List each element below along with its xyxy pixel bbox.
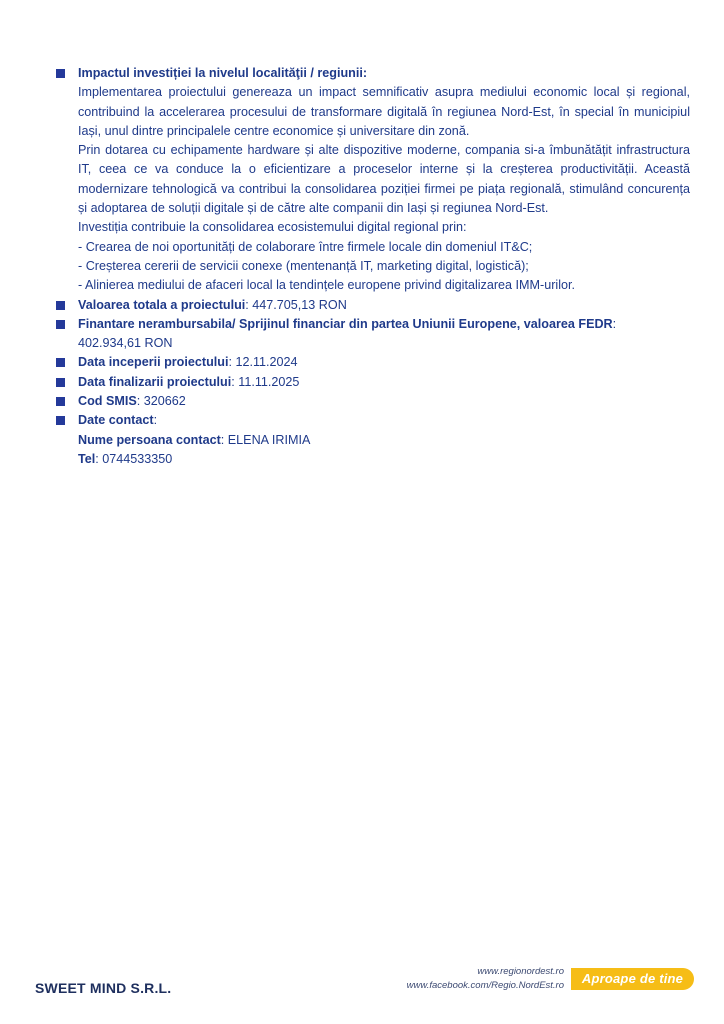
field-value: 11.11.2025 [238,374,300,389]
square-bullet-icon [56,320,65,329]
contact-name-label: Nume persoana contact [78,432,221,447]
slogan-badge: Aproape de tine [571,968,694,990]
paragraph: Implementarea proiectului genereaza un impact semnificativ asupra mediului economic local și regional, contribuind la accelerarea procesului de transformare digitală în regiunea Nord-Est, în special în municipiul Iași, unul dintre principalele centre economice și universitare din zonă. [78,85,690,138]
website-link[interactable]: www.regionordest.ro [477,966,564,977]
section-start-date: Data inceperii proiectului: 12.11.2024 [56,353,690,372]
document-body [56,64,690,469]
field-value: 320662 [143,394,186,409]
square-bullet-icon [56,397,65,406]
footer-links [407,965,564,993]
section-contact: Date contact: Nume persoana contact: ELENA IRIMIA Tel: 0744533350 [56,411,690,469]
square-bullet-icon [56,416,65,425]
field-label: Finantare nerambursabila/ Sprijinul financiar din partea Uniunii Europene, valoarea FEDR [78,316,613,331]
facebook-link[interactable]: www.facebook.com/Regio.NordEst.ro [406,980,564,991]
field-label: Date contact [78,413,154,428]
paragraph: Investiția contribuie la consolidarea ecosistemului digital regional prin: [78,220,467,235]
list-item: - Alinierea mediului de afaceri local la tendințele europene privind digitalizarea IMM-urilor. [78,278,576,293]
field-label: Data inceperii proiectului [78,355,229,370]
square-bullet-icon [56,358,65,367]
field-label: Valoarea totala a proiectului [78,297,246,312]
square-bullet-icon [56,69,65,78]
square-bullet-icon [56,378,65,387]
section-total-value: Valoarea totala a proiectului: 447.705,13 RON [56,296,690,315]
list-item: - Creșterea cererii de servicii conexe (mentenanță IT, marketing digital, logistică); [78,258,529,273]
company-name: SWEET MIND S.R.L. [35,980,172,996]
field-value: 447.705,13 RON [252,297,347,312]
contact-name: ELENA IRIMIA [227,432,311,447]
paragraph: Prin dotarea cu echipamente hardware și alte dispozitive moderne, compania si-a îmbunătățit infrastructura IT, ceea ce va conduce la o eficientizare a proceselor interne și la creșterea productivității. Această modernizare tehnologică va contribui la consolidarea poziției firmei pe piața regională, stimulând concurența și adoptarea de soluții digitale și de către alte companii din Iași și regiunea Nord-Est. [78,143,690,216]
field-label: Data finalizarii proiectului [78,374,232,389]
section-end-date: Data finalizarii proiectului: 11.11.2025 [56,373,690,392]
tel-value: 0744533350 [102,451,173,466]
tel-label: Tel [78,451,96,466]
field-value: 402.934,61 RON [78,336,173,351]
section-funding: Finantare nerambursabila/ Sprijinul financiar din partea Uniunii Europene, valoarea FEDR: 402.934,61 RON [56,315,690,354]
field-label: Cod SMIS [78,394,137,409]
list-item: - Crearea de noi oportunități de colaborare între firmele locale din domeniul IT&C; [78,239,533,254]
field-value: 12.11.2024 [235,355,298,370]
section-label: Impactul investiției la nivelul localităţii / regiunii: [78,66,368,80]
square-bullet-icon [56,301,65,310]
section-smis-code: Cod SMIS: 320662 [56,392,690,411]
section-impact [56,64,690,296]
